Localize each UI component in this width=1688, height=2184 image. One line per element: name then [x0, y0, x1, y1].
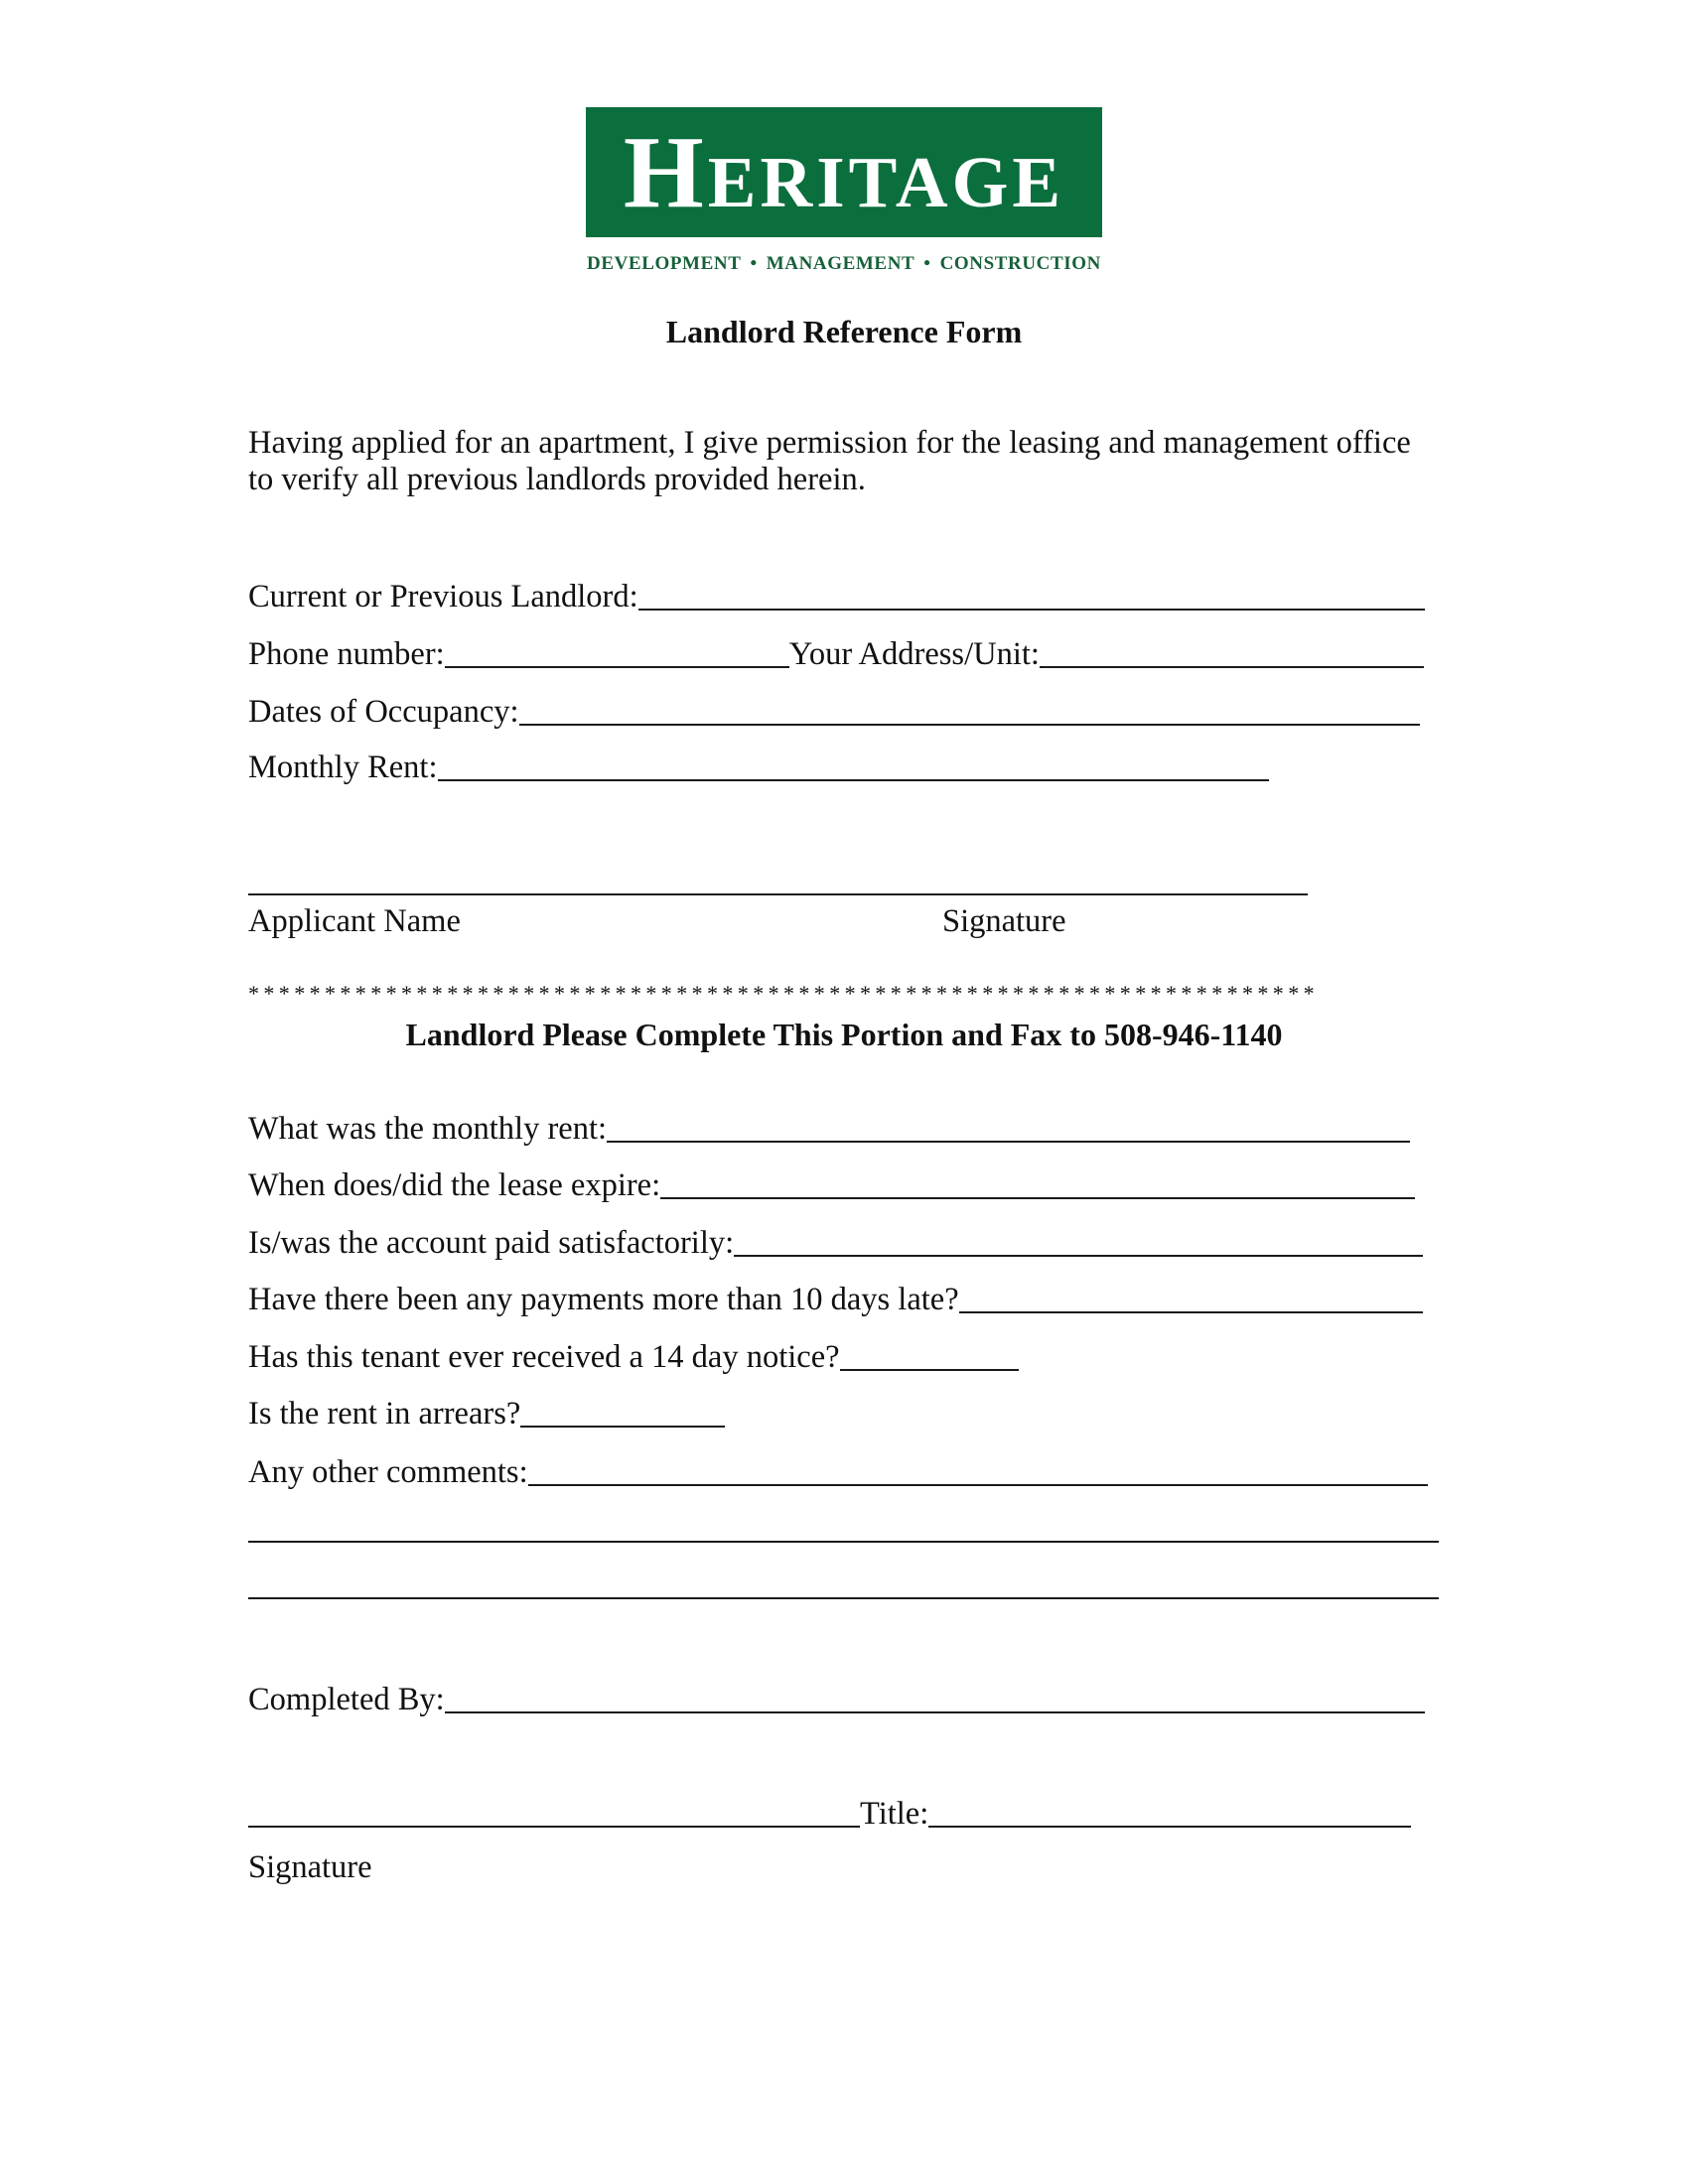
applicant-name-signature-line[interactable] [248, 893, 1308, 895]
question-account-paid [248, 1223, 1423, 1263]
applicant-name-label: Applicant Name [248, 903, 461, 939]
monthly-rent-label: Monthly Rent: [248, 750, 438, 785]
company-logo [586, 107, 1102, 237]
completed-by-label: Completed By: [248, 1682, 445, 1717]
tagline-management: MANAGEMENT [766, 253, 915, 274]
bullet-separator-icon: • [923, 253, 931, 274]
arrears-answer-line[interactable] [520, 1426, 725, 1428]
address-input-line[interactable] [1040, 666, 1424, 668]
notice-answer-line[interactable] [840, 1369, 1019, 1371]
question-late-payments [248, 1280, 1423, 1319]
comments-extra-line-1 [248, 1509, 1439, 1549]
field-landlord-signature-title [248, 1794, 1411, 1834]
landlord-section-heading: Landlord Please Complete This Portion and Fax to 508-946-1140 [405, 1017, 1283, 1052]
question-label: Is the rent in arrears? [248, 1396, 521, 1432]
phone-label: Phone number: [248, 636, 445, 672]
comments-continuation-line[interactable] [248, 1541, 1439, 1543]
current-landlord-input-line[interactable] [638, 609, 1425, 611]
field-completed-by [248, 1680, 1425, 1719]
logo-wordmark: Heritage [623, 115, 1065, 229]
question-label: Has this tenant ever received a 14 day notice? [248, 1339, 840, 1375]
applicant-signature-label: Signature [942, 903, 1066, 939]
monthly-rent-answer-line[interactable] [607, 1141, 1410, 1143]
question-lease-expire [248, 1165, 1415, 1205]
landlord-signature-label: Signature [248, 1849, 372, 1885]
landlord-signature-line[interactable] [248, 1826, 860, 1828]
field-dates-of-occupancy [248, 692, 1420, 732]
question-label: Have there been any payments more than 10 days late? [248, 1282, 959, 1317]
current-landlord-label: Current or Previous Landlord: [248, 579, 638, 614]
question-label: Any other comments: [248, 1454, 528, 1490]
comments-extra-line-2 [248, 1566, 1439, 1605]
address-label: Your Address/Unit: [788, 636, 1040, 672]
question-other-comments [248, 1452, 1428, 1492]
question-monthly-rent [248, 1109, 1410, 1149]
question-label: When does/did the lease expire: [248, 1167, 661, 1203]
phone-input-line[interactable] [445, 666, 789, 668]
late-payments-answer-line[interactable] [959, 1311, 1423, 1313]
dates-label: Dates of Occupancy: [248, 694, 519, 730]
dates-input-line[interactable] [519, 724, 1420, 726]
account-paid-answer-line[interactable] [734, 1255, 1423, 1257]
logo-tagline [586, 252, 1102, 276]
field-monthly-rent [248, 748, 1269, 787]
tagline-construction: CONSTRUCTION [939, 253, 1101, 274]
question-label: Is/was the account paid satisfactorily: [248, 1225, 735, 1261]
field-current-landlord [248, 577, 1425, 616]
lease-expire-answer-line[interactable] [660, 1197, 1415, 1199]
title-input-line[interactable] [928, 1826, 1411, 1828]
title-label: Title: [860, 1796, 929, 1832]
question-rent-arrears [248, 1394, 725, 1433]
comments-continuation-line[interactable] [248, 1597, 1439, 1599]
completed-by-input-line[interactable] [445, 1711, 1425, 1713]
bullet-separator-icon: • [750, 253, 758, 274]
question-14-day-notice [248, 1337, 1019, 1377]
applicant-signature-line-row [248, 862, 1308, 901]
question-label: What was the monthly rent: [248, 1111, 608, 1147]
field-phone-address [248, 634, 1424, 674]
intro-paragraph: Having applied for an apartment, I give permission for the leasing and management office to verify all previous landlords provided herein. [248, 425, 1411, 497]
comments-answer-line[interactable] [528, 1484, 1428, 1486]
tagline-development: DEVELOPMENT [587, 253, 742, 274]
asterisk-divider: ********************************************************************** [248, 981, 1319, 1006]
page-title: Landlord Reference Form [665, 314, 1023, 349]
monthly-rent-input-line[interactable] [438, 779, 1270, 781]
